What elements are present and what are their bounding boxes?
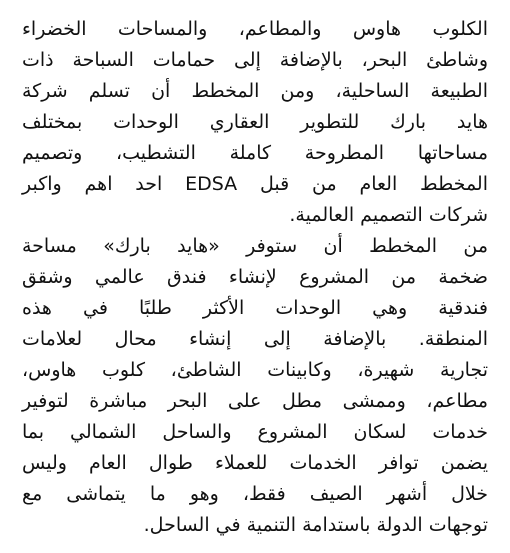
text-line: شركات التصميم العالمية.: [289, 204, 488, 226]
text-line: مطاعم، وممشى مطل على البحر مباشرة لتوفير: [22, 390, 488, 412]
text-line: تجارية شهيرة، وكابينات الشاطئ، كلوب هاوس،: [22, 359, 488, 381]
text-line: مساحاتها المطروحة كاملة التشطيب، وتصميم: [22, 142, 488, 164]
text-line: الطبيعة الساحلية، ومن المخطط أن تسلم شركة: [22, 80, 488, 102]
text-line: يضمن توافر الخدمات للعملاء طوال العام وليس: [22, 452, 488, 474]
paragraph-1: [22, 14, 488, 231]
text-line: توجهات الدولة باستدامة التنمية في الساحل.: [143, 514, 488, 536]
text-line: خدمات لسكان المشروع والساحل الشمالي بما: [22, 421, 488, 443]
paragraph-2: [22, 231, 488, 541]
text-line: المنطقة. بالإضافة إلى إنشاء محال لعلامات: [22, 328, 488, 350]
text-line: المخطط العام من قبل EDSA احد اهم واكبر: [22, 173, 488, 195]
text-line: ضخمة من المشروع لإنشاء فندق عالمي وشقق: [22, 266, 488, 288]
text-line: خلال أشهر الصيف فقط، وهو ما يتماشى مع: [22, 483, 488, 505]
text-line: الكلوب هاوس والمطاعم، والمساحات الخضراء: [22, 18, 488, 40]
text-line: هايد بارك للتطوير العقاري الوحدات بمختلف: [22, 111, 488, 133]
text-line: وشاطئ البحر، بالإضافة إلى حمامات السباحة ذات: [22, 49, 488, 71]
text-line: من المخطط أن ستوفر «هايد بارك» مساحة: [22, 235, 488, 257]
text-line: فندقية وهي الوحدات الأكثر طلبًا في هذه: [22, 297, 488, 319]
